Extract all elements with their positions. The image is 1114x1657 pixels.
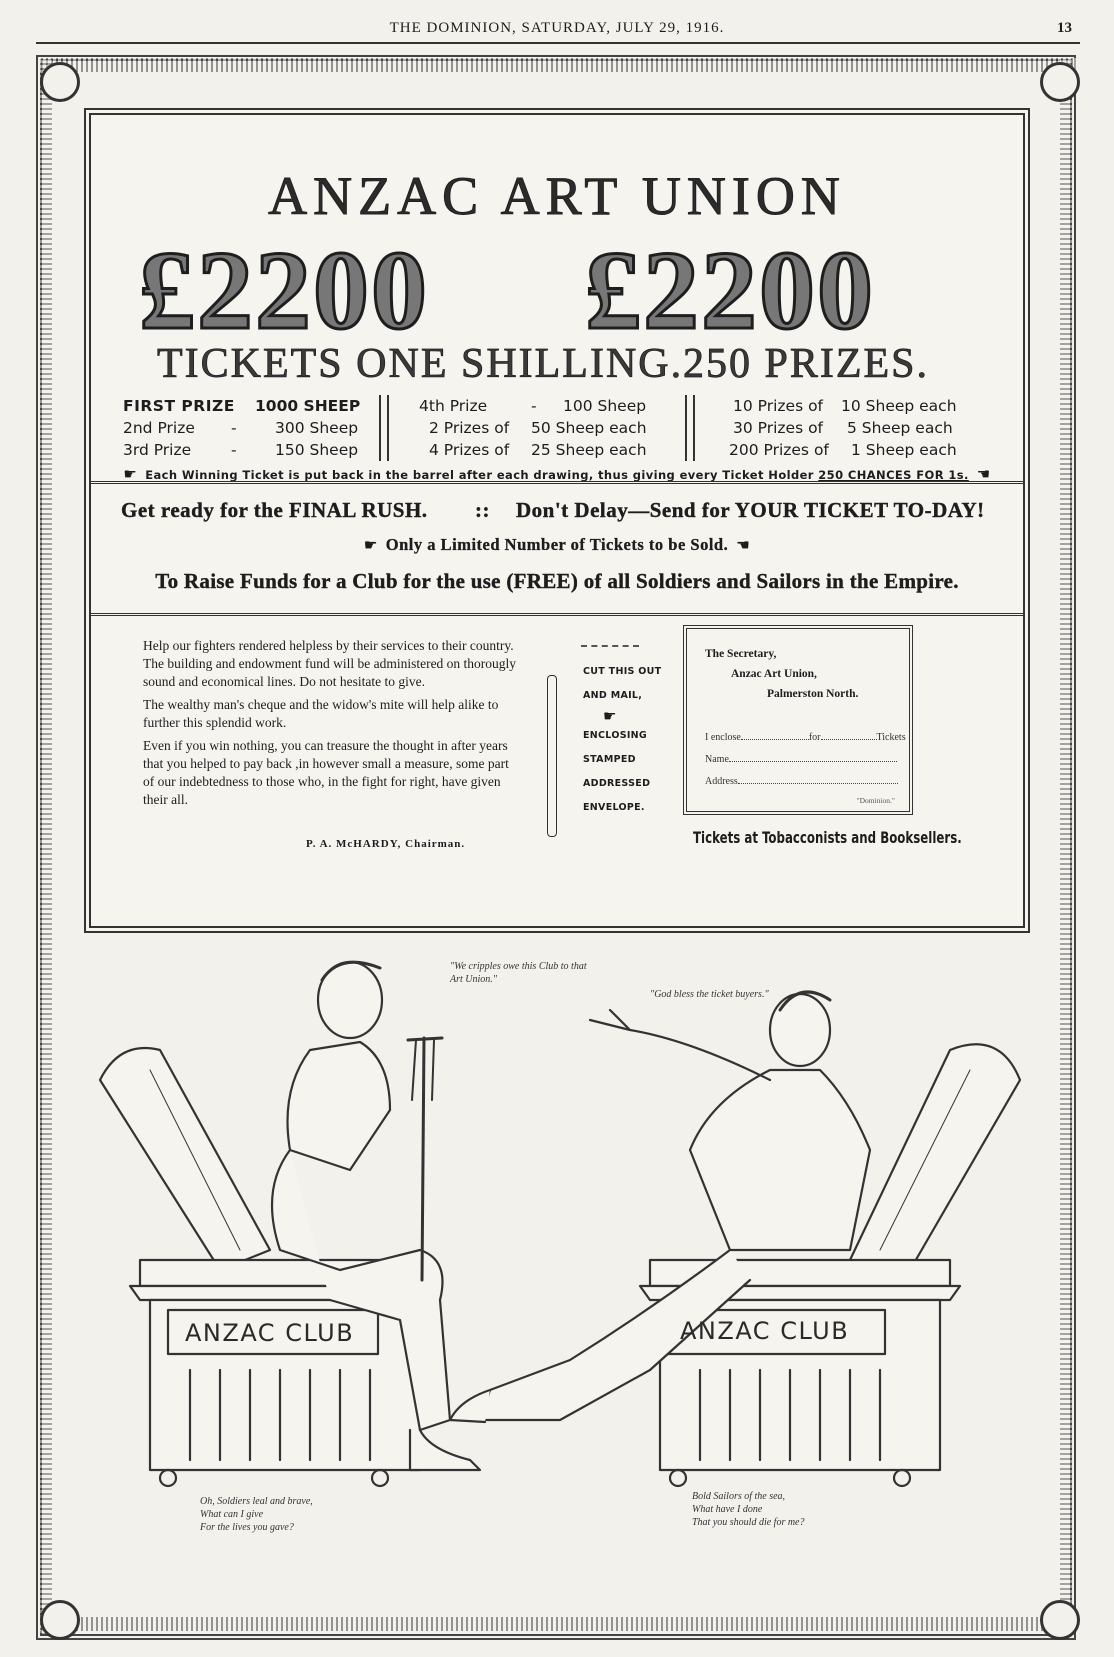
prize-column-1: [123, 395, 373, 461]
soldier-verse: Oh, Soldiers leal and brave, What can I give For the lives you gave?: [200, 1496, 313, 1533]
prize-dash: -: [531, 397, 537, 415]
prize-row: [721, 439, 1021, 461]
masthead: [0, 18, 1114, 42]
ornament-band-right: [1060, 60, 1072, 1635]
corner-ornament-icon: [40, 1600, 80, 1640]
cut-instruction-text: CUT THIS OUT AND MAIL, ☛ ENCLOSING STAMPED ADDRESSED ENVELOPE.: [583, 666, 662, 813]
advertisement-panel: [84, 108, 1030, 933]
cut-rail-icon: [547, 675, 557, 837]
appeal-paragraph: The wealthy man's cheque and the widow's mite will help alike to further this splendid work.: [143, 697, 499, 730]
section-rule: [91, 613, 1023, 616]
club-sign-right: ANZAC CLUB: [680, 1317, 850, 1345]
chances-emphasis: 250 CHANCES FOR 1s.: [818, 468, 969, 482]
prize-label: 4 Prizes of: [429, 441, 510, 459]
appeal-body-copy: [143, 637, 523, 814]
chairman-signature: P. A. McHARDY, Chairman.: [306, 838, 466, 850]
prize-label: 10 Prizes of: [733, 397, 824, 415]
ad-headline: ANZAC ART UNION: [268, 166, 846, 226]
final-rush-text: Get ready for the FINAL RUSH.: [121, 498, 428, 522]
prize-amount-left: £2200: [139, 229, 429, 353]
pointing-hand-icon: ☛: [123, 465, 138, 483]
column-divider: [685, 395, 695, 461]
section-rule: [91, 481, 1023, 484]
soldier-caption: "We cripples owe this Club to that Art Union.": [450, 961, 587, 985]
prize-label: 30 Prizes of: [733, 419, 824, 437]
prize-value: 1000 SHEEP: [255, 397, 361, 415]
prize-value: 50 Sheep each: [531, 419, 647, 437]
rush-separator: ::: [475, 498, 490, 522]
prize-row: [411, 395, 651, 417]
ticket-price: TICKETS ONE SHILLING.: [157, 341, 684, 387]
mail-order-coupon[interactable]: [683, 625, 913, 815]
prize-label: 3rd Prize: [123, 441, 192, 459]
prize-row: [411, 439, 651, 461]
cut-dashed-line: [581, 645, 639, 647]
winning-ticket-note: ☛ Each Winning Ticket is put back in the barrel after each drawing, thus giving every Ticket Holder 250 CHANCES FOR 1s. ☚: [123, 465, 991, 483]
corner-ornament-icon: [1040, 62, 1080, 102]
prize-label: 2 Prizes of: [429, 419, 510, 437]
appeal-paragraph: Help our fighters rendered helpless by their services to their country. The building and endowment fund will be administered on thorougly sound and economical lines. Do not hesitate to give.: [143, 638, 517, 689]
ornament-band-top: [36, 58, 1076, 72]
ornament-band-bottom: [36, 1617, 1076, 1631]
prize-label: 4th Prize: [419, 397, 488, 415]
sailor-verse: Bold Sailors of the sea, What have I done That you should die for me?: [692, 1491, 805, 1528]
ornament-band-left: [40, 60, 52, 1635]
fundraising-purpose: To Raise Funds for a Club for the use (FREE) of all Soldiers and Sailors in the Empire.: [155, 569, 959, 593]
anzac-club-illustration: [90, 950, 1030, 1610]
column-divider: [379, 395, 389, 461]
corner-ornament-icon: [40, 62, 80, 102]
coupon-source-mark: "Dominion.": [856, 796, 895, 805]
prize-label: FIRST PRIZE: [123, 397, 235, 415]
cut-out-instructions: [547, 645, 662, 845]
prize-dash: -: [231, 419, 237, 437]
page-number: 13: [1057, 20, 1072, 36]
prize-row: [123, 395, 373, 417]
prize-value: 25 Sheep each: [531, 441, 647, 459]
masthead-rule: [36, 42, 1080, 44]
send-ticket-text: Don't Delay—Send for YOUR TICKET TO-DAY!: [516, 498, 985, 522]
prize-row: [721, 395, 1021, 417]
ticket-outlets: Tickets at Tobacconists and Booksellers.: [693, 828, 962, 847]
corner-ornament-icon: [1040, 1600, 1080, 1640]
prize-label: 2nd Prize: [123, 419, 195, 437]
prize-value: 100 Sheep: [563, 397, 647, 415]
prize-row: [721, 417, 1021, 439]
pointing-hand-icon: ☚: [976, 465, 991, 483]
club-sign-left: ANZAC CLUB: [185, 1319, 355, 1347]
prize-value: 5 Sheep each: [847, 419, 953, 437]
coupon-enclose-line[interactable]: I enclose for Tickets: [705, 732, 906, 743]
prize-value: 1 Sheep each: [851, 441, 957, 459]
coupon-address: The Secretary, Anzac Art Union, Palmerston North.: [705, 648, 859, 700]
prize-row: [123, 417, 373, 439]
coupon-name-line[interactable]: Name: [705, 754, 897, 765]
newspaper-dateline: THE DOMINION, SATURDAY, JULY 29, 1916.: [389, 20, 725, 36]
prize-count: 250 PRIZES.: [683, 341, 930, 387]
limited-tickets-notice: ☛ Only a Limited Number of Tickets to be Sold. ☚: [363, 535, 751, 554]
prize-dash: -: [231, 441, 237, 459]
prize-value: 10 Sheep each: [841, 397, 957, 415]
pointing-hand-icon: ☛: [363, 538, 378, 554]
prize-row: [123, 439, 373, 461]
prize-label: 200 Prizes of: [729, 441, 829, 459]
prize-value: 150 Sheep: [275, 441, 359, 459]
prize-value: 300 Sheep: [275, 419, 359, 437]
coupon-address-line[interactable]: Address: [705, 776, 898, 787]
appeal-paragraph: Even if you win nothing, you can treasure the thought in after years that you helped to pay back ,in however small a measure, some part of our indebtedness to those who, in the fight for right, have given their all.: [143, 738, 509, 807]
prize-row: [411, 417, 651, 439]
prize-column-3: [721, 395, 1021, 461]
prize-column-2: [411, 395, 651, 461]
sailor-caption: "God bless the ticket buyers.": [650, 989, 769, 1000]
pointing-hand-icon: ☛: [603, 707, 617, 725]
pointing-hand-icon: ☚: [736, 538, 751, 554]
prize-amount-right: £2200: [585, 229, 875, 353]
